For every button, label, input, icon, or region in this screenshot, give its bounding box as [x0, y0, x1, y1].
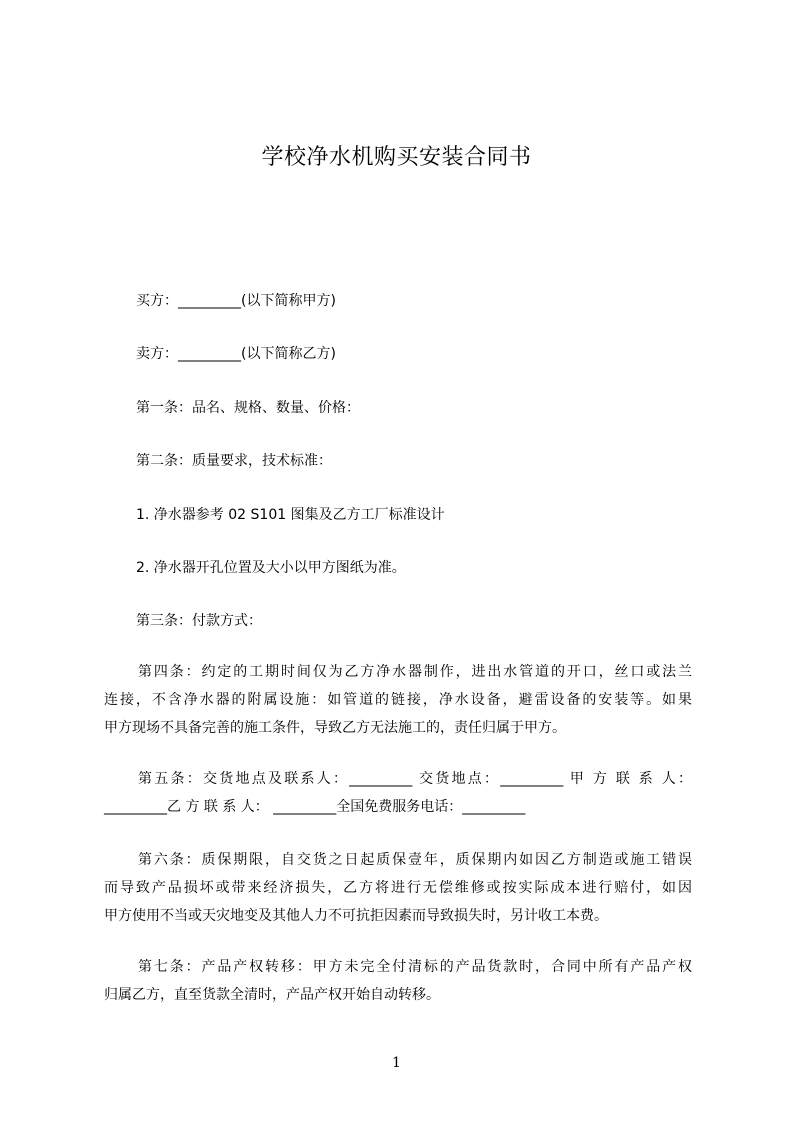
article-2-item-2: 2. 净水器开孔位置及大小以甲方图纸为准。	[136, 560, 406, 576]
article-4-line: 连接，不含净水器的附属设施：如管道的链接，净水设备，避雷设备的安装等。如果	[104, 692, 692, 708]
page-number: 1	[392, 1055, 401, 1071]
article-3: 第三条：付款方式：	[136, 613, 262, 629]
article-7-line: 第七条：产品产权转移：甲方未完全付清标的产品货款时，合同中所有产品产权	[138, 959, 692, 975]
document-title: 学校净水机购买安装合同书	[261, 145, 532, 170]
article-2-item-1: 1. 净水器参考 02 S101 图集及乙方工厂标准设计	[136, 507, 445, 523]
article-7-line: 归属乙方，直至货款全清时，产品产权开始自动转移。	[104, 987, 440, 1003]
article-6-line: 而导致产品损坏或带来经济损失，乙方将进行无偿维修或按实际成本进行赔付，如因	[104, 880, 692, 896]
article-6-line: 第六条：质保期限，自交货之日起质保壹年，质保期内如因乙方制造或施工错误	[138, 852, 692, 868]
article-5-line: 第五条：交货地点及联系人：_________ 交货地点：_________ 甲 方 联 系 人：	[138, 771, 692, 787]
buyer-line: 买方：_________(以下简称甲方)	[136, 293, 336, 309]
seller-line: 卖方：_________(以下简称乙方)	[136, 346, 336, 362]
article-2: 第二条：质量要求，技术标准：	[136, 453, 332, 469]
article-4-line: 甲方现场不具备完善的施工条件，导致乙方无法施工的，责任归属于甲方。	[104, 720, 566, 736]
article-1: 第一条：品名、规格、数量、价格：	[136, 400, 360, 416]
article-6	[104, 846, 692, 930]
article-4-line: 第四条：约定的工期时间仅为乙方净水器制作，进出水管道的开口，丝口或法兰	[138, 664, 692, 680]
article-5-line: _________乙 方 联 系 人： _________全国免费服务电话：_________	[104, 799, 526, 815]
article-4	[104, 658, 692, 742]
article-7	[104, 953, 692, 1009]
article-6-line: 甲方使用不当或天灾地变及其他人力不可抗拒因素而导致损失时，另计收工本费。	[104, 908, 608, 924]
article-5	[104, 765, 692, 821]
